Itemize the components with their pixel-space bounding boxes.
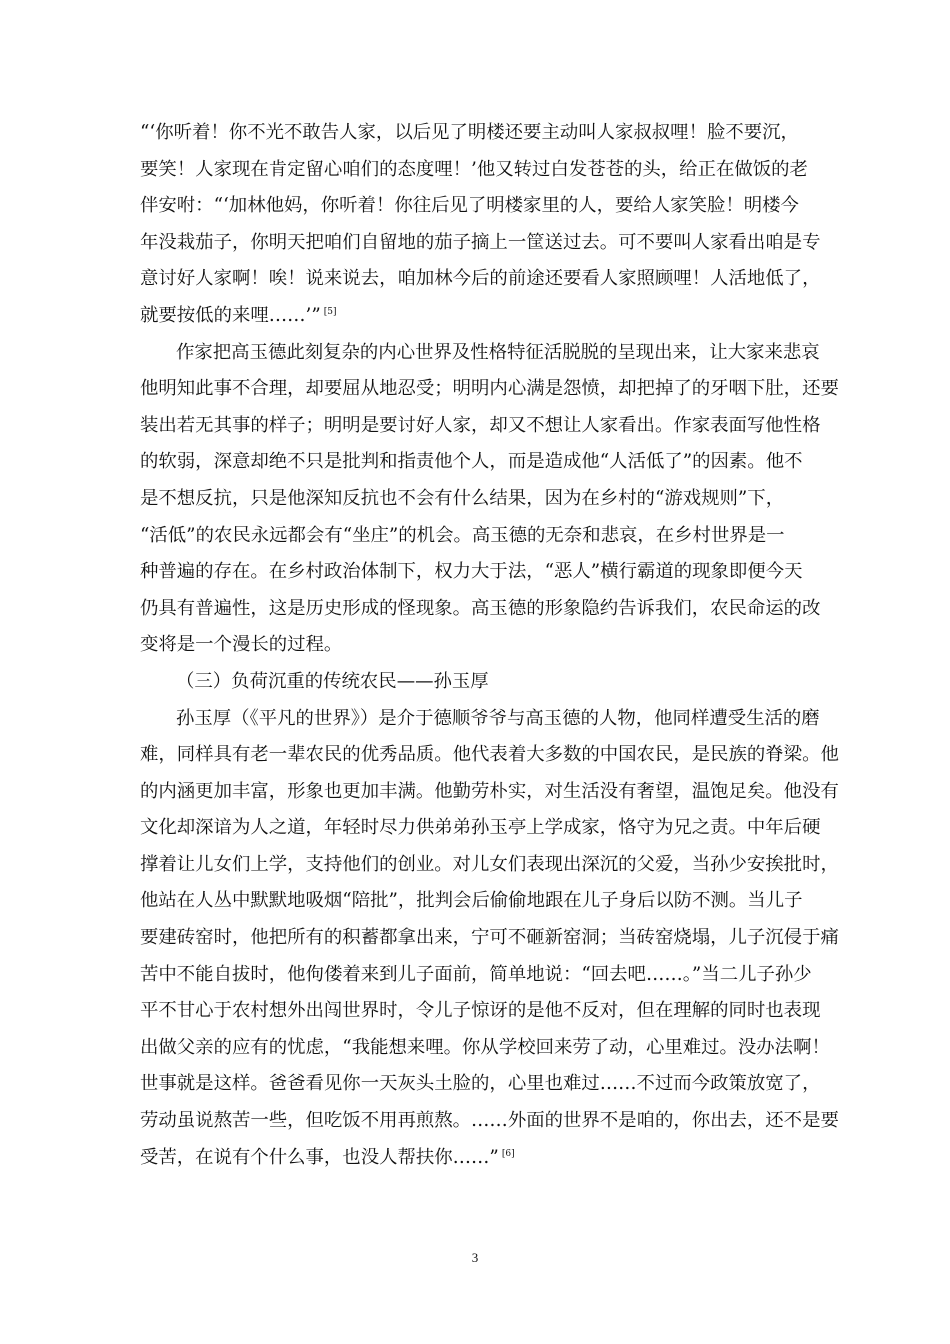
text-line: 他明知此事不合理，却要屈从地忍受；明明内心满是怨愤，却把掉了的牙咽下肚，还要 — [140, 378, 839, 400]
text-line: 是不想反抗，只是他深知反抗也不会有什么结果，因为在乡村的“游戏规则”下， — [140, 487, 785, 509]
citation-ref: [6] — [501, 1148, 515, 1159]
text-line: 文化却深谙为人之道，年轻时尽力供弟弟孙玉亭上学成家，恪守为兄之责。中年后硬 — [140, 817, 821, 839]
text-line — [140, 298, 830, 335]
text-line: 出做父亲的应有的忧虑，“我能想来哩。你从学校回来劳了动，心里难过。没办法啊！ — [140, 1036, 830, 1058]
text-line: 他站在人丛中默默地吸烟“陪批”，批判会后偷偷地跟在儿子身后以防不测。当儿子 — [140, 890, 803, 912]
text-line: 作家把高玉德此刻复杂的内心世界及性格特征活脱脱的呈现出来，让大家来悲哀 — [176, 341, 820, 363]
text-line: 的内涵更加丰富，形象也更加丰满。他勤劳朴实，对生活没有奢望，温饱足矣。他没有 — [140, 780, 839, 802]
text-line: 装出若无其事的样子；明明是要讨好人家，却又不想让人家看出。作家表面写他性格 — [140, 414, 821, 436]
text-line: 意讨好人家啊！唉！说来说去，咱加林今后的前途还要看人家照顾哩！人活地低了， — [140, 268, 821, 290]
paragraph-analysis — [140, 335, 839, 664]
section-heading — [140, 664, 830, 701]
text-line: 平不甘心于农村想外出闯世界时，令儿子惊讶的是他不反对，但在理解的同时也表现 — [140, 1000, 821, 1022]
paragraph-quote-gao-yude — [140, 115, 830, 335]
text-line: 要笑！人家现在肯定留心咱们的态度哩！’他又转过白发苍苍的头，给正在做饭的老 — [140, 158, 808, 180]
body-text — [140, 115, 839, 1176]
citation-ref: [5] — [323, 306, 337, 317]
text-line-content: 受苦，在说有个什么事，也没人帮扶你……” — [140, 1146, 499, 1168]
page-number: 3 — [471, 1250, 479, 1265]
text-line: 仍具有普遍性，这是历史形成的怪现象。高玉德的形象隐约告诉我们，农民命运的改 — [140, 597, 821, 619]
text-line: “活低”的农民永远都会有“坐庄”的机会。高玉德的无奈和悲哀，在乡村世界是一 — [140, 524, 785, 546]
text-line: “‘你听着！你不光不敢告人家，以后见了明楼还要主动叫人家叔叔哩！脸不要沉， — [140, 122, 799, 143]
text-line: 难，同样具有老一辈农民的优秀品质。他代表着大多数的中国农民，是民族的脊梁。他 — [140, 744, 839, 766]
text-line: 苦中不能自拔时，他佝偻着来到儿子面前，简单地说：“回去吧……。”当二儿子孙少 — [140, 963, 812, 985]
section-heading-text: （三）负荷沉重的传统农民——孙玉厚 — [176, 670, 489, 692]
text-line: 年没栽茄子，你明天把咱们自留地的茄子摘上一筐送过去。可不要叫人家看出咱是专 — [140, 231, 821, 253]
text-line: 种普遍的存在。在乡村政治体制下，权力大于法，“恶人”横行霸道的现象即便今天 — [140, 561, 803, 583]
text-line: 伴安咐：“‘加林他妈，你听着！你往后见了明楼家里的人，要给人家笑脸！明楼今 — [140, 195, 799, 217]
text-line-content: 就要按低的来哩……’” — [140, 304, 321, 326]
text-line: 要建砖窑时，他把所有的积蓄都拿出来，宁可不砸新窑洞；当砖窑烧塌，儿子沉侵于痛 — [140, 927, 839, 949]
paragraph-sun-yuhou — [140, 701, 839, 1177]
text-line — [140, 1140, 830, 1177]
text-line: 世事就是这样。爸爸看见你一天灰头土脸的，心里也难过……不过而今政策放宽了， — [140, 1073, 821, 1095]
text-line: 的软弱，深意却绝不只是批判和指责他个人，而是造成他“人活低了”的因素。他不 — [140, 451, 803, 473]
text-line: 劳动虽说熬苦一些，但吃饭不用再煎熬。……外面的世界不是咱的，你出去，还不是要 — [140, 1110, 839, 1132]
text-line: 撑着让儿女们上学，支持他们的创业。对儿女们表现出深沉的父爱，当孙少安挨批时， — [140, 853, 839, 875]
text-line: 孙玉厚（《平凡的世界》）是介于德顺爷爷与高玉德的人物，他同样遭受生活的磨 — [176, 707, 820, 729]
text-line: 变将是一个漫长的过程。 — [140, 634, 343, 656]
